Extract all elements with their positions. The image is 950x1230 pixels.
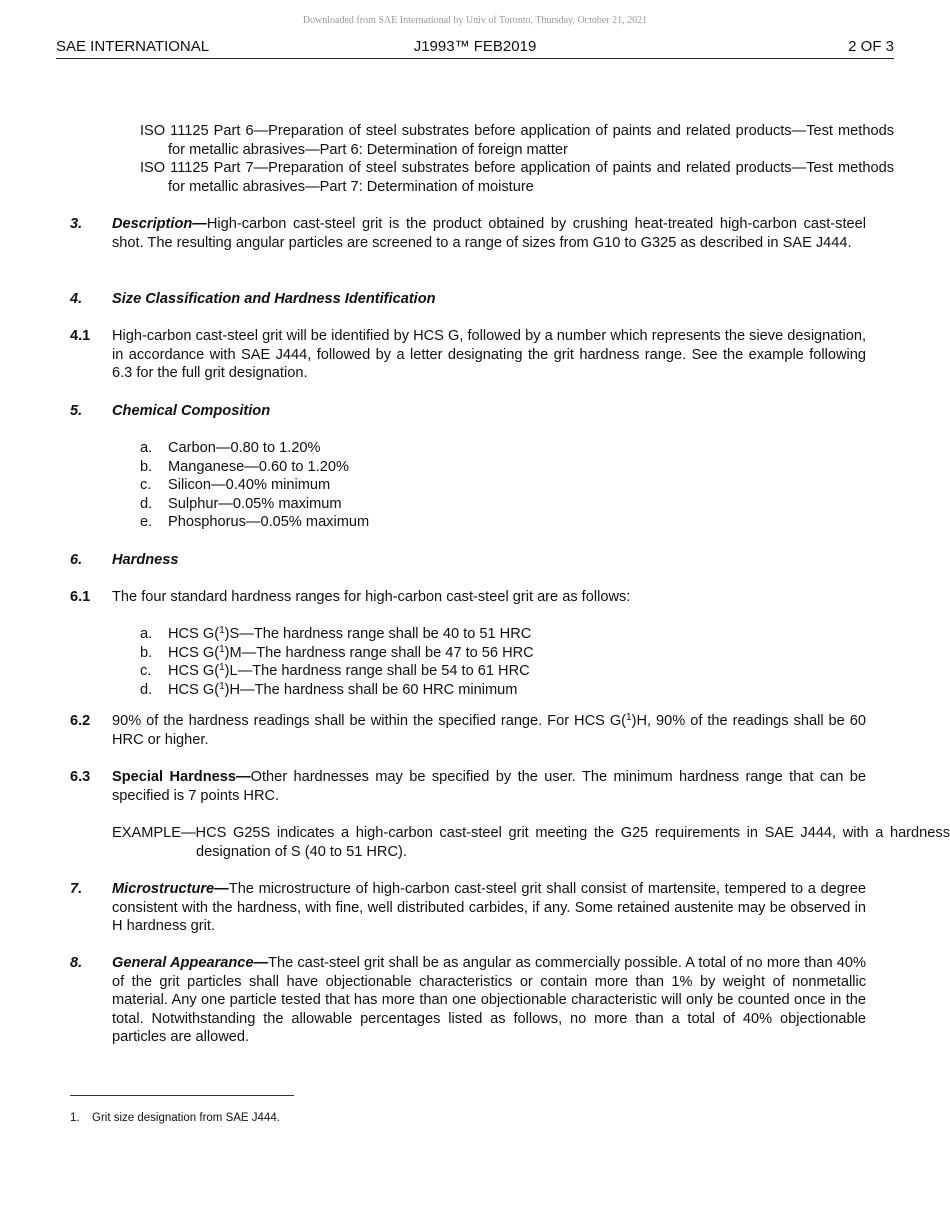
- download-notice: Downloaded from SAE International by Univ of Toronto, Thursday, October 21, 2021: [302, 15, 648, 26]
- section-title: Description—: [112, 216, 207, 232]
- section-general-appearance: [112, 954, 866, 1047]
- section-text: The microstructure of high-carbon cast-steel grit shall consist of martensite, tempered to a degree consistent with the hardness, with fine, well distributed carbides, if any. Some retained austenite may be observed in H hardness grit.: [112, 881, 866, 935]
- section-title: Hardness: [112, 552, 179, 568]
- section-number: 4.1: [70, 328, 91, 344]
- section-text: High-carbon cast-steel grit will be identified by HCS G, followed by a number which represents the sieve designation, in accordance with SAE J444, followed by a letter designating the grit hardness range. See the example following 6.3 for the full grit designation.: [112, 328, 866, 382]
- footnote-divider: [70, 1095, 294, 1096]
- section-title: Chemical Composition: [112, 403, 271, 419]
- section-microstructure: [112, 880, 866, 936]
- section-text: The cast-steel grit shall be as angular as commercially possible. A total of no more than 40% of the grit particles shall have objectionable characteristics or contain more than 1% by weight of nonmetallic material. Any one particle tested that has more than one objectionable characteristic will only be counted once in the total. Notwithstanding the allowable percentages listed as follows, no more than a total of 40% objectionable particles are allowed.: [112, 955, 866, 1046]
- section-description: [112, 215, 866, 252]
- section-text: Other hardnesses may be specified by the user. The minimum hardness range that can be specified is 7 points HRC.: [112, 769, 866, 804]
- page-header: [56, 38, 894, 59]
- section-size-classification: [112, 290, 866, 309]
- section-title: Size Classification and Hardness Identification: [112, 291, 436, 307]
- header-page-number: 2 OF 3: [848, 38, 894, 55]
- header-org: SAE INTERNATIONAL: [56, 38, 210, 55]
- example-note: EXAMPLE—HCS G25S indicates a high-carbon cast-steel grit meeting the G25 requirements in SAE J444, with a hardness designation of S (40 to 51 HRC).: [112, 825, 950, 860]
- section-number: 4.: [70, 291, 83, 307]
- footnote: 1. Grit size designation from SAE J444.: [70, 1112, 280, 1124]
- header-doc-id: J1993™ FEB2019: [413, 38, 537, 55]
- section-number: 6.1: [70, 589, 91, 605]
- reference-iso-part6: ISO 11125 Part 6—Preparation of steel substrates before application of paints and related products—Test methods for metallic abrasives—Part 6: Determination of foreign matter: [140, 123, 894, 158]
- section-number: 5.: [70, 403, 83, 419]
- reference-iso-part7: ISO 11125 Part 7—Preparation of steel substrates before application of paints and related products—Test methods for metallic abrasives—Part 7: Determination of moisture: [140, 160, 894, 195]
- section-number: 8.: [70, 955, 83, 971]
- section-number: 6.: [70, 552, 83, 568]
- section-chemical-composition: [112, 402, 866, 421]
- section-text: High-carbon cast-steel grit is the product obtained by crushing heat-treated high-carbon cast-steel shot. The resulting angular particles are screened to a range of sizes from G10 to G325 as described in SAE J444.: [112, 216, 866, 251]
- section-number: 3.: [70, 216, 83, 232]
- section-text: 90% of the hardness readings shall be within the specified range. For HCS G($^1$)H, 90% of the readings shall be 60 HRC or higher.: [112, 712, 866, 748]
- section-title: General Appearance—: [112, 955, 269, 971]
- section-title: Special Hardness—: [112, 769, 251, 785]
- section-number: 7.: [70, 881, 83, 897]
- section-text: The four standard hardness ranges for high-carbon cast-steel grit are as follows:: [112, 589, 631, 605]
- section-hardness: [112, 551, 866, 570]
- section-title: Microstructure—: [112, 881, 229, 897]
- section-number: 6.2: [70, 713, 91, 729]
- section-special-hardness: [112, 768, 866, 805]
- section-number: 6.3: [70, 769, 91, 785]
